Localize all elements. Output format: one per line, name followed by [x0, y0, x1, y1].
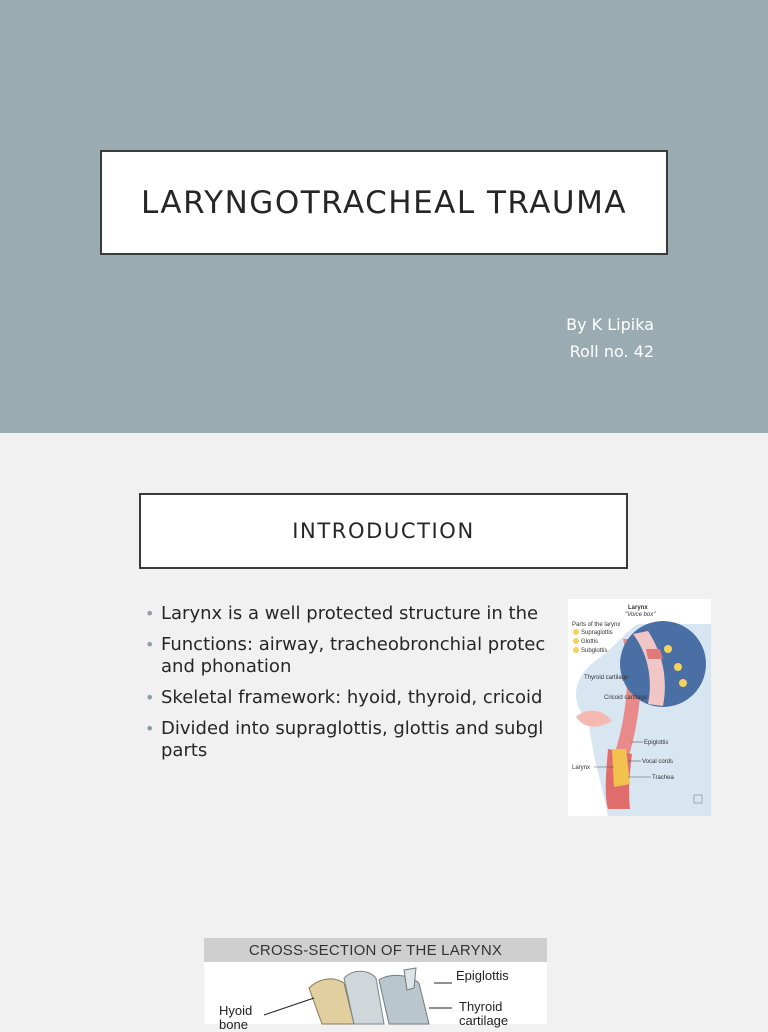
svg-text:Subglottis: Subglottis [581, 648, 608, 654]
bullet-list [145, 603, 565, 771]
author-block [566, 311, 654, 365]
svg-text:Trachea: Trachea [652, 775, 674, 781]
slide-heading: INTRODUCTION [292, 519, 475, 543]
svg-text:Glottis: Glottis [581, 639, 599, 645]
thyroid-label-line2: cartilage [459, 1013, 509, 1028]
slide-title: LARYNGOTRACHEAL TRAUMA [140, 184, 628, 221]
svg-text:Vocal cords: Vocal cords [642, 759, 674, 765]
svg-text:Parts of the larynx: Parts of the larynx [572, 622, 621, 628]
svg-text:"Voice box": "Voice box" [625, 612, 656, 618]
bullet-item: • Larynx is a well protected structure in the [145, 603, 539, 624]
epiglottis-label: Epiglottis [456, 968, 509, 983]
author-name: By K Lipika [566, 315, 654, 334]
bullet-item: • Skeletal framework: hyoid, thyroid, cricoid [145, 687, 543, 708]
thyroid-label: Thyroid [459, 999, 503, 1014]
cross-section-title: CROSS-SECTION OF THE LARYNX [248, 941, 503, 959]
bullet-dot-icon: • [145, 604, 155, 623]
cross-section-figure [204, 938, 547, 1032]
hyoid-label: Hyoid [219, 1003, 253, 1018]
roll-number: Roll no. 42 [569, 342, 654, 361]
heading-box [139, 493, 628, 569]
bullet-item: • Divided into supraglottis, glottis and subgl parts [145, 718, 544, 761]
svg-text:Epiglottis: Epiglottis [644, 740, 669, 746]
svg-text:Supraglottis: Supraglottis [581, 630, 613, 636]
svg-text:Larynx: Larynx [628, 605, 648, 611]
larynx-illustration [568, 599, 711, 816]
bullet-dot-icon: • [145, 688, 155, 707]
svg-text:Larynx: Larynx [572, 765, 591, 771]
svg-text:Thyroid cartilage: Thyroid cartilage [584, 675, 629, 681]
title-slide [0, 0, 768, 433]
svg-text:Cricoid cartilage: Cricoid cartilage [604, 695, 648, 701]
bullet-dot-icon: • [145, 719, 155, 738]
bullet-item: • Functions: airway, tracheobronchial protec and phonation [145, 634, 546, 677]
title-box [100, 150, 668, 255]
introduction-slide [0, 433, 768, 1032]
bullet-dot-icon: • [145, 635, 155, 654]
hyoid-label-line2: bone [219, 1017, 248, 1032]
